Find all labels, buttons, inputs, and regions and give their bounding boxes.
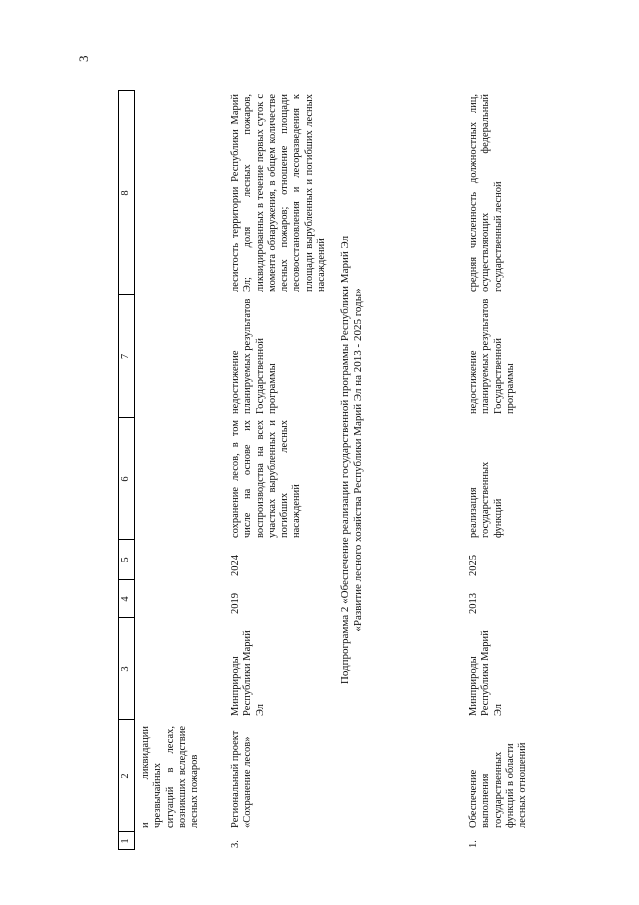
header-col-8: 8	[120, 190, 131, 196]
header-col-3: 3	[120, 666, 131, 672]
row3-start: 2019	[230, 593, 241, 614]
row3-result: сохранение лесов, в том числе на основе их воспроизводства на всех участках вырубленных и погибших лесных насаждений	[230, 420, 303, 538]
row3-name: Региональный проект «Сохранение лесов»	[230, 730, 254, 828]
row1-number: 1.	[468, 840, 479, 848]
header-bottom-border	[134, 90, 135, 850]
cont-row-col2: и ликвидации чрезвычайных ситуаций в лесах, возникших вследствие лесных пожаров	[140, 726, 201, 828]
row1-end: 2025	[468, 555, 479, 576]
row3-consequence: недостижение планируемых результатов Государственной программы	[230, 298, 278, 414]
row3-indicators: лесистость территории Республики Марий Эл; доля лесных пожаров, ликвидированных в течение первых суток с момента обнаружения, в общем количестве лесных пожаров; отношение площади лесовосстановления и лесоразведения к площади вырубленных и погибших лесных насаждений	[230, 94, 328, 292]
header-col-6: 6	[120, 476, 131, 482]
row3-end: 2024	[230, 555, 241, 576]
subprogram-title-line2: «Развитие лесного хозяйства Республики Марий Эл на 2013 - 2025 годы»	[352, 288, 364, 632]
row1-start: 2013	[468, 593, 479, 614]
rotated-table	[118, 90, 529, 850]
row1-indicators: средняя численность должностных лиц, осуществляющих федеральный государственный лесной	[468, 94, 504, 292]
header-col-5: 5	[120, 557, 131, 563]
header-col-4: 4	[120, 596, 131, 602]
row1-consequence: недостижение планируемых результатов Государственной программы	[468, 298, 516, 414]
subprogram-title-line1: Подпрограмма 2 «Обеспечение реализации государственной программы Республики Марий Эл	[339, 235, 351, 685]
header-col-1: 1	[120, 838, 131, 844]
row1-name: Обеспечение выполнения государственных функций в области лесных отношений	[468, 742, 529, 828]
header-col-2: 2	[120, 773, 131, 779]
row3-executor: Минприроды Республики Марий Эл	[230, 630, 266, 716]
header-col-7: 7	[120, 353, 131, 360]
row3-number: 3.	[230, 840, 241, 848]
row1-executor: Минприроды Республики Марий Эл	[468, 630, 504, 716]
row1-result: реализация государственных функций	[468, 461, 504, 538]
page-number: 3	[76, 55, 91, 62]
table-top-border	[118, 90, 119, 850]
